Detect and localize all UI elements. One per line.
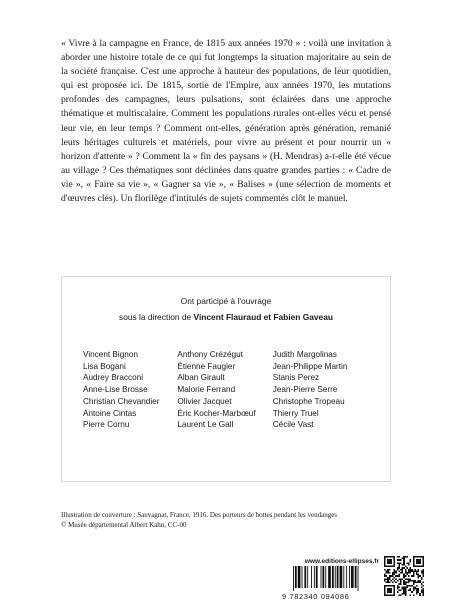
contributor-name: Pierre Cornu [83, 420, 130, 430]
contributor-column-2 [177, 349, 272, 431]
credit-line-1: Illustration de couverture : Sauvagnat, France, 1916. Des porteurs de hottes pendant les vendanges [61, 511, 338, 519]
publisher-website: www.editions-ellipses.fr [304, 558, 379, 565]
contributor-name: Jean-Philippe Martin [272, 361, 348, 371]
contributor-name: Antoine Cintas [83, 408, 137, 418]
direction-line [62, 309, 390, 325]
contributor-name: Étienne Faugier [177, 361, 236, 371]
barcode [292, 566, 380, 591]
contributor-name: Laurent Le Gall [177, 420, 234, 430]
back-cover-blurb: « Vivre à la campagne en France, de 1815 aux années 1970 » : voilà une invitation à aborder une histoire totale de ce qui fut longtemps la situation majoritaire au sein de la société française. C'est une approche à hauteur des populations, de leur quotidien, qui est proposée ici. De 1815, sortie de l'Empire, aux années 1970, les mutations profondes des campagnes, leurs pulsations, sont éclairées dans une approche thématique et multiscalaire. Comment les populations rurales ont-elles vécu et pensé leur vie, en leur temps ? Comment ont-elles, génération après génération, remanié leurs héritages culturels et matériels, pour vivre au présent et pour nourrir un « horizon d'attente » ? Comment la « fin des paysans » (H. Mendras) a-t-elle été vécue au village ? Ces thématiques sont déclinées dans quatre grandes parties : « Cadre de vie », « Faire sa vie », « Gagner sa vie », « Balises » (une sélection de moments et d'œuvres clés). Un florilège d'intitulés de sujets commentés clôt le manuel. [61, 38, 391, 205]
contributor-name: Alban Girault [177, 373, 225, 383]
contributor-name: Jean-Pierre Serre [272, 385, 338, 395]
contributor-column-1 [83, 349, 177, 431]
credit-line-2: © Musée départemental Albert Kahn, CC-00 [61, 521, 187, 529]
contributor-name: Judith Margolinas [272, 350, 337, 359]
contributor-name: Vincent Bignon [83, 350, 138, 359]
contributor-name: Lisa Bogani [83, 361, 126, 371]
isbn-number: 9 782340 094086 [282, 592, 350, 601]
contributor-name: Christian Chevandier [83, 396, 160, 406]
contributors-heading: Ont participé à l'ouvrage [180, 296, 272, 306]
contributors-box [61, 276, 391, 482]
contributor-name: Stanis Perez [272, 373, 320, 383]
contributor-name: Olivier Jacquet [177, 396, 232, 406]
contributor-name: Éric Kocher-Marbœuf [177, 408, 256, 418]
contributors-intro [62, 293, 390, 325]
contributor-name: Audrey Bracconi [83, 373, 144, 383]
qr-code-icon [384, 556, 424, 596]
direction-prefix: sous la direction de [119, 312, 192, 322]
contributor-column-3 [273, 349, 382, 431]
cover-illustration-credit [61, 510, 401, 530]
directors-names: Vincent Flauraud et Fabien Gaveau [193, 312, 333, 322]
contributor-name: Anne-Lise Brosse [83, 385, 148, 395]
contributor-name: Anthony Crézégut [177, 350, 243, 359]
contributor-columns [83, 349, 382, 431]
contributor-name: Malorie Ferrand [177, 385, 236, 395]
contributor-name: Cécile Vast [272, 420, 314, 430]
contributor-name: Christophe Tropeau [272, 396, 345, 406]
contributor-name: Thierry Truel [272, 408, 319, 418]
